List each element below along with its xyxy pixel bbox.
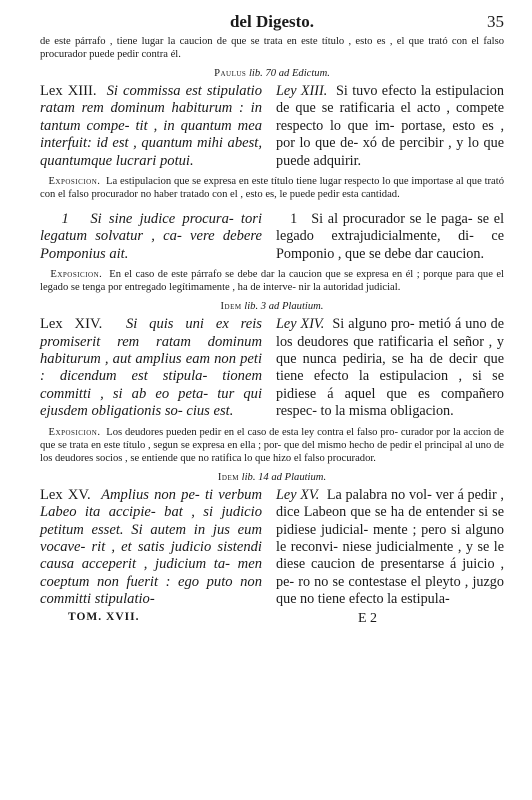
- spanish-law-label: Ley XV.: [276, 486, 320, 503]
- spanish-column: [276, 316, 504, 420]
- spanish-text: La palabra no vol- ver á pedir , dice Labeon que se ha de entender si se pidiese judicial- mente ; pero si alguno le reconvi- niese judicialmente , y se le diese caucion de presentarse á juicio , pe- ro no se contestase el pleyto , juzgo que no tiene efecto la estipula-: [276, 486, 504, 608]
- exposition-label: Exposicion.: [48, 176, 101, 188]
- source-reference: lib. 70 ad Edictum.: [248, 68, 330, 79]
- latin-text: Si commissa est stipulatio ratam rem dominum habiturum : in tantum compe- tit , in quantum mea interfuit: id est , quantum mihi abest, quantumque lucrari potui.: [40, 83, 263, 169]
- latin-text: Amplius non pe- ti verbum Labeo ita accipie- bat , si judicio petitum esset. Si autem in jus eum vocave- rit , et satis judicio sistendi causa acceperit , judicium ta- men coeptum non fuerit : ego puto non committi stipulatio-: [40, 486, 263, 608]
- latin-column: [40, 83, 262, 170]
- exposition-label: Exposicion.: [50, 269, 103, 281]
- spanish-column: [276, 211, 504, 263]
- latin-column: [40, 211, 262, 263]
- latin-law-label: Lex XIII.: [40, 83, 97, 99]
- volume-mark: TOM. XVII.: [68, 610, 140, 623]
- source-heading: [40, 472, 504, 483]
- source-author: Paulus: [214, 68, 247, 79]
- page-number: 35: [487, 12, 504, 31]
- source-reference: lib. 3 ad Plautium.: [244, 301, 324, 313]
- signature-mark: E 2: [358, 610, 378, 626]
- spanish-text: Si al procurador se le paga- se el legado extrajudicialmente, di- ce Pomponio , que se debe dar caucion.: [276, 211, 505, 262]
- running-header: [40, 10, 504, 34]
- law-block: [40, 316, 504, 420]
- latin-law-label: Lex XV.: [40, 486, 91, 503]
- exposition: [40, 426, 504, 465]
- source-author: Idem: [220, 301, 242, 313]
- spanish-column: [276, 487, 504, 609]
- source-reference: lib. 14 ad Plautium.: [241, 471, 327, 483]
- exposition-label: Exposicion.: [48, 426, 101, 438]
- latin-text: Si quis uni ex reis promiserit rem ratam dominum habiturum , aut amplius eam non peti : dicendum est stipula- tionem committi , si ab eo peta- tur qui ejusdem obligationis so- cius est.: [40, 316, 262, 420]
- paragraph-block: [40, 211, 504, 263]
- latin-column: [40, 316, 262, 420]
- exposition: [40, 268, 504, 294]
- latin-text: Si sine judice procura- tori legatum solvatur , ca- vere debere Pomponius ait.: [40, 211, 262, 262]
- spanish-paragraph-number: 1: [290, 211, 298, 228]
- source-heading: [40, 301, 504, 312]
- spanish-law-label: Ley XIII.: [276, 83, 328, 99]
- exposition-text: En el caso de este párrafo se debe dar la caucion que se expresa en él ; porque para que el legado se tenga por entregado legítimamente , ha de interve- nir la autoridad judicial.: [40, 269, 505, 294]
- latin-law-label: Lex XIV.: [40, 316, 103, 333]
- running-title: del Digesto.: [229, 12, 315, 31]
- latin-column: [40, 487, 262, 609]
- exposition-text: La estipulacion que se expresa en este título tiene lugar respecto lo que importase al que trató con el falso procurador no haber tratado con el , esto es, le puede pedir esta cantidad.: [40, 176, 504, 201]
- spanish-text: Si tuvo efecto la estipulacion de que se ratificaria el acto , compete respecto lo que im- portase, esto es , por lo que de- xó de percibir , y lo que puede adquirir.: [276, 83, 504, 169]
- law-block: [40, 487, 504, 609]
- spanish-column: [276, 83, 504, 170]
- spanish-text: Si alguno pro- metió á uno de los deudores que ratificaria el señor , y que nunca pediria, se ha de decir que tiene efecto la estipulacion , si se pidiese á aquel que es compañero respec- to la misma obligacion.: [276, 316, 505, 420]
- source-author: Idem: [217, 471, 239, 483]
- intro-paragraph: de este párrafo , tiene lugar la caucion de que se trata en este título , esto es , el que trató con el falso procurador puede pedir contra él.: [40, 36, 504, 60]
- spanish-law-label: Ley XIV.: [276, 316, 325, 333]
- exposition-text: Los deudores pueden pedir en el caso de esta ley contra el falso pro- curador por la accion de que se trata en este título , segun se expresa en ella ; por- que del mismo hecho de pedir el principal al uno de los deudores socios , se entiende que no ratifica lo que hizo el falso procurador.: [40, 426, 504, 464]
- page-footer: [40, 611, 504, 629]
- exposition: [40, 175, 504, 201]
- law-block: [40, 83, 504, 170]
- latin-paragraph-number: 1: [61, 211, 69, 228]
- source-heading: [40, 68, 504, 79]
